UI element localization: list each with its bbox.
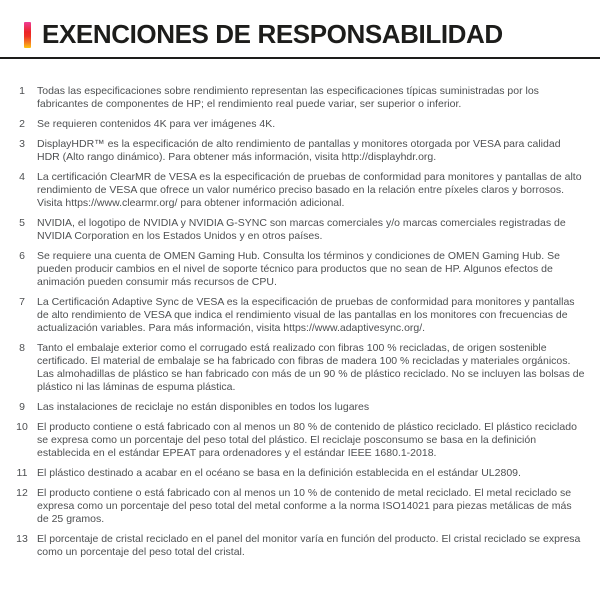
item-text: Las instalaciones de reciclaje no están disponibles en todos los lugares xyxy=(37,401,370,413)
list-item xyxy=(15,342,587,394)
list-item xyxy=(15,250,587,289)
list-item xyxy=(15,85,587,111)
item-text: La certificación ClearMR de VESA es la especificación de pruebas de conformidad para monitores y pantallas de alto rendimiento de VESA que ofrece un valor numérico preciso basado en la relación entre píxeles claros y borrosos. Visita https://www.clearmr.org/ para obtener información adicional. xyxy=(37,171,582,209)
page-title: EXENCIONES DE RESPONSABILIDAD xyxy=(42,19,503,49)
list-item xyxy=(15,487,587,526)
page-header xyxy=(0,0,600,48)
list-item xyxy=(15,217,587,243)
list-item xyxy=(15,533,587,559)
accent-bar-icon xyxy=(24,22,31,48)
item-text: La Certificación Adaptive Sync de VESA es la especificación de pruebas de conformidad para monitores y pantallas de alto rendimiento de VESA que indica el rendimiento visual de las pantallas en los monitores con frecuencias de actualización variables. Para más información, visita https://www.adaptivesync.org/. xyxy=(37,296,575,334)
item-number: 5 xyxy=(19,217,25,229)
item-text: Se requieren contenidos 4K para ver imágenes 4K. xyxy=(37,118,276,130)
item-text: Todas las especificaciones sobre rendimiento representan las especificaciones típicas suministradas por los fabricantes de componentes de HP; el rendimiento real puede variar, ser superior o inferior. xyxy=(37,85,539,110)
item-number: 13 xyxy=(16,533,28,545)
item-number: 3 xyxy=(19,138,25,150)
item-text: El plástico destinado a acabar en el océano se basa en la definición establecida en el estándar UL2809. xyxy=(37,467,521,479)
item-number: 8 xyxy=(19,342,25,354)
item-number: 2 xyxy=(19,118,25,130)
item-number: 12 xyxy=(16,487,28,499)
list-item xyxy=(15,138,587,164)
item-text: El producto contiene o está fabricado con al menos un 10 % de contenido de metal reciclado. El metal reciclado se expresa como un porcentaje del peso total del metal conforme a la norma ISO14021 para piezas metálicas de más de 25 gramos. xyxy=(37,487,572,525)
item-number: 4 xyxy=(19,171,25,183)
item-number: 7 xyxy=(19,296,25,308)
list-item xyxy=(15,296,587,335)
item-text: DisplayHDR™ es la especificación de alto rendimiento de pantallas y monitores otorgada por VESA para calidad HDR (Alto rango dinámico). Para obtener más información, visita http://displayhdr.org. xyxy=(37,138,561,163)
item-number: 10 xyxy=(16,421,28,433)
item-text: El producto contiene o está fabricado con al menos un 80 % de contenido de plástico reciclado. El plástico reciclado se expresa como un porcentaje del peso total del plástico. El reciclaje posconsumo se basa en la definición establecida en el estándar EPEAT para ordenadores y el estándar IEEE 1680.1-2018. xyxy=(37,421,577,459)
title-divider xyxy=(0,57,600,59)
item-text: NVIDIA, el logotipo de NVIDIA y NVIDIA G-SYNC son marcas comerciales y/o marcas comerciales registradas de NVIDIA Corporation en los Estados Unidos y en otros países. xyxy=(37,217,566,242)
item-number: 9 xyxy=(19,401,25,413)
item-number: 6 xyxy=(19,250,25,262)
item-text: El porcentaje de cristal reciclado en el panel del monitor varía en función del producto. El cristal reciclado se expresa como un porcentaje del peso total del cristal. xyxy=(37,533,581,558)
list-item xyxy=(15,401,587,414)
item-number: 1 xyxy=(19,85,25,97)
list-item xyxy=(15,171,587,210)
list-item xyxy=(15,421,587,460)
item-text: Tanto el embalaje exterior como el corrugado está realizado con fibras 100 % recicladas, de origen sostenible certificado. El material de embalaje se ha fabricado con fibras de madera 100 % recicladas y materiales orgánicos. Las almohadillas de plástico se han fabricado con más de un 90 % de plástico reciclado. No se incluyen las bolsas de plástico ni las láminas de espuma plástica. xyxy=(37,342,585,393)
list-item xyxy=(15,467,587,480)
list-item xyxy=(15,118,587,131)
disclaimer-list xyxy=(15,85,587,559)
item-text: Se requiere una cuenta de OMEN Gaming Hub. Consulta los términos y condiciones de OMEN Gaming Hub. Se pueden producir cambios en el nivel de soporte técnico para productos que no sean de HP. Algunos efectos de animación pueden consumir más recursos de CPU. xyxy=(37,250,560,288)
item-number: 11 xyxy=(16,467,28,479)
